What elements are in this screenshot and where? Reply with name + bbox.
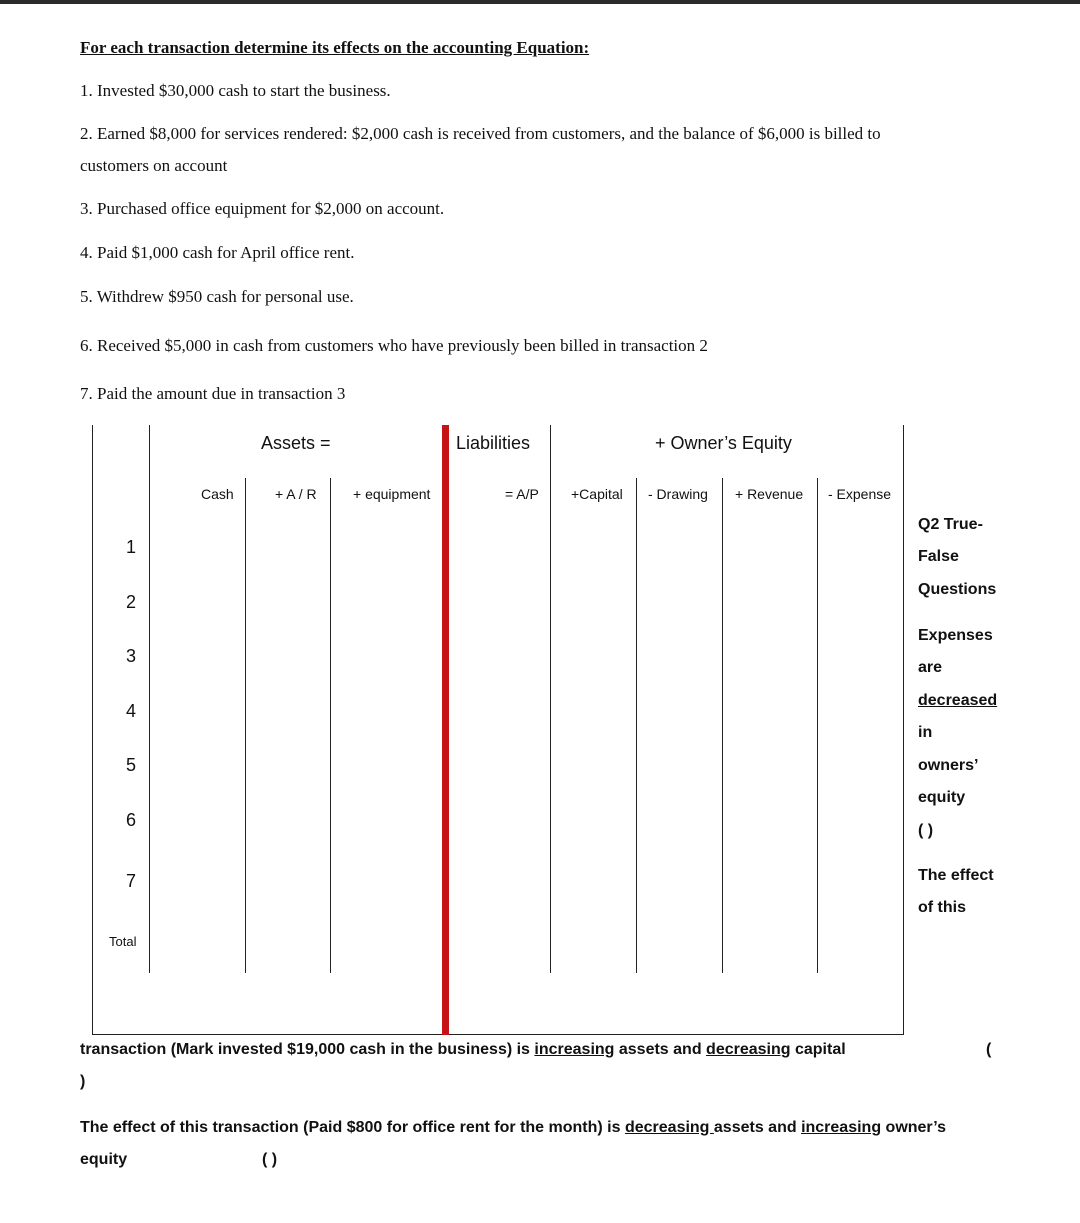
statement-text: assets and xyxy=(614,1041,707,1058)
row-total-label: Total xyxy=(109,934,137,949)
col-sep xyxy=(722,478,723,973)
row-label: 6 xyxy=(126,810,137,830)
col-sep xyxy=(245,478,246,973)
header-owners-equity: + Owner’s Equity xyxy=(655,433,792,453)
col-expense: - Expense xyxy=(828,486,892,502)
col-sep xyxy=(817,478,818,973)
statement-line-2 xyxy=(80,1119,946,1137)
answer-blank-close[interactable]: ) xyxy=(80,1073,86,1090)
assets-liabilities-divider xyxy=(442,425,449,1035)
q2-effect: of this xyxy=(918,899,966,916)
row-label: 5 xyxy=(126,755,137,775)
q2-statement: Expenses xyxy=(918,627,993,644)
q2-statement: in xyxy=(918,724,933,741)
answer-blank[interactable]: ( ) xyxy=(262,1151,278,1168)
row-label: 7 xyxy=(126,871,137,891)
col-equipment: + equipment xyxy=(353,486,431,502)
col-sep xyxy=(636,478,637,973)
table-right-border xyxy=(903,477,904,1035)
table-bottom-border xyxy=(92,1034,904,1035)
statement-text: capital xyxy=(790,1041,846,1058)
table-right-border-top xyxy=(903,425,904,477)
transaction-1: 1. Invested $30,000 cash to start the business. xyxy=(80,81,391,100)
header-liabilities: Liabilities xyxy=(456,433,531,453)
answer-blank-open[interactable]: ( xyxy=(986,1041,992,1058)
statement-underlined: increasing xyxy=(534,1041,615,1058)
col-capital: +Capital xyxy=(571,486,623,502)
q2-title: Questions xyxy=(918,581,997,598)
col-ap: = A/P xyxy=(505,486,539,502)
statement-text: The effect of this transaction (Paid $800 for office rent for the month) is xyxy=(80,1119,625,1136)
statement-text: transaction (Mark invested $19,000 cash in the business) is xyxy=(80,1041,535,1058)
q2-statement: equity xyxy=(918,789,966,806)
col-sep xyxy=(330,478,331,973)
q2-title: Q2 True- xyxy=(918,516,983,533)
q2-answer-blank[interactable]: ( ) xyxy=(918,822,934,839)
statement-text: owner’s xyxy=(881,1119,946,1136)
statement-line-3: equity xyxy=(80,1151,128,1168)
col-drawing: - Drawing xyxy=(648,486,708,502)
row-label: 4 xyxy=(126,701,137,721)
transaction-4: 4. Paid $1,000 cash for April office rent. xyxy=(80,243,355,262)
statement-line-1 xyxy=(80,1041,846,1059)
q2-statement: are xyxy=(918,659,943,676)
col-sep xyxy=(149,425,150,973)
col-revenue: + Revenue xyxy=(735,486,804,502)
row-label: 3 xyxy=(126,646,137,666)
transaction-2: 2. Earned $8,000 for services rendered: $2,000 cash is received from customers, and the balance of $6,000 is billed to xyxy=(80,124,881,143)
q2-effect: The effect xyxy=(918,867,994,884)
q2-statement: owners’ xyxy=(918,757,979,774)
transaction-2-cont: customers on account xyxy=(80,156,228,175)
q2-title: False xyxy=(918,548,959,565)
transaction-6: 6. Received $5,000 in cash from customers who have previously been billed in transaction 2 xyxy=(80,336,708,355)
page-heading: For each transaction determine its effects on the accounting Equation: xyxy=(80,38,590,57)
transaction-7: 7. Paid the amount due in transaction 3 xyxy=(80,384,346,403)
col-sep xyxy=(550,425,551,973)
q2-statement-underlined: decreased xyxy=(918,692,998,709)
row-label: 1 xyxy=(126,537,137,557)
col-ar: + A / R xyxy=(275,486,317,502)
statement-text: assets and xyxy=(713,1119,802,1136)
table-left-border xyxy=(92,425,93,1035)
col-cash: Cash xyxy=(201,486,234,502)
transaction-3: 3. Purchased office equipment for $2,000 on account. xyxy=(80,199,445,218)
statement-underlined: decreasing xyxy=(624,1119,714,1136)
statement-underlined: decreasing xyxy=(706,1041,791,1058)
header-assets: Assets = xyxy=(261,433,331,453)
statement-underlined: increasing xyxy=(801,1119,882,1136)
transaction-5: 5. Withdrew $950 cash for personal use. xyxy=(80,287,354,306)
top-border xyxy=(0,0,1080,4)
row-label: 2 xyxy=(126,592,137,612)
